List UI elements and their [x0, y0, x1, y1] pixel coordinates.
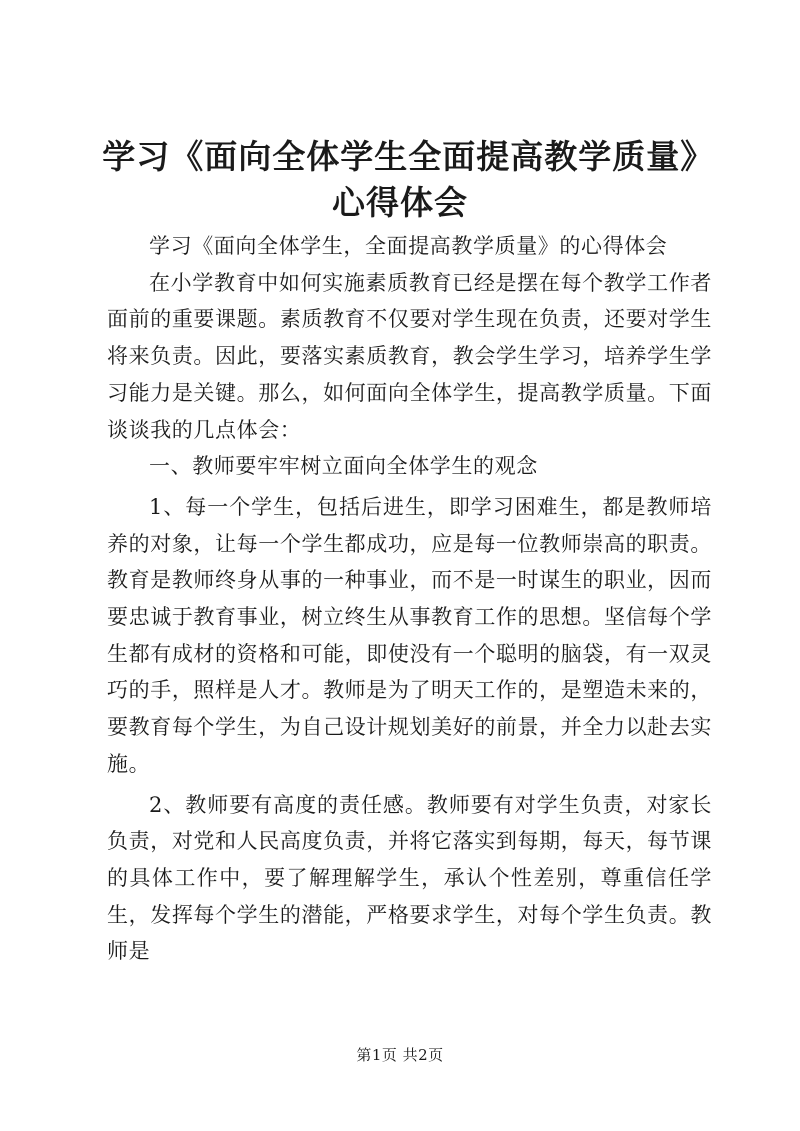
point-2-paragraph: 2、教师要有高度的责任感。教师要有对学生负责，对家长负责，对党和人民高度负责，并将它落实到每期，每天，每节课的具体工作中，要了解理解学生，承认个性差别，尊重信任学生，发挥每个学生的潜能，严格要求学生，对每个学生负责。教师是 [107, 792, 712, 964]
page-number-footer: 第1页 共2页 [356, 1046, 444, 1064]
section-heading: 一、教师要牢牢树立面向全体学生的观念 [149, 454, 538, 479]
intro-paragraph: 在小学教育中如何实施素质教育已经是摆在每个教学工作者面前的重要课题。素质教育不仅要对学生现在负责，还要对学生将来负责。因此，要落实素质教育，教会学生学习，培养学生学习能力是关键。那么，如何面向全体学生，提高教学质量。下面谈谈我的几点体会： [107, 270, 712, 442]
document-body [107, 228, 712, 970]
point-1-paragraph: 1、每一个学生，包括后进生，即学习困难生，都是教师培养的对象，让每一个学生都成功，应是每一位教师崇高的职责。教育是教师终身从事的一种事业，而不是一时谋生的职业，因而要忠诚于教育事业，树立终生从事教育工作的思想。坚信每个学生都有成材的资格和可能，即使没有一个聪明的脑袋，有一双灵巧的手，照样是人才。教师是为了明天工作的，是塑造未来的，要教育每个学生，为自己设计规划美好的前景，并全力以赴去实施。 [107, 494, 712, 776]
document-title: 学习《面向全体学生全面提高教学质量》心得体会 [102, 137, 698, 222]
subtitle-paragraph: 学习《面向全体学生，全面提高教学质量》的心得体会 [149, 234, 668, 258]
